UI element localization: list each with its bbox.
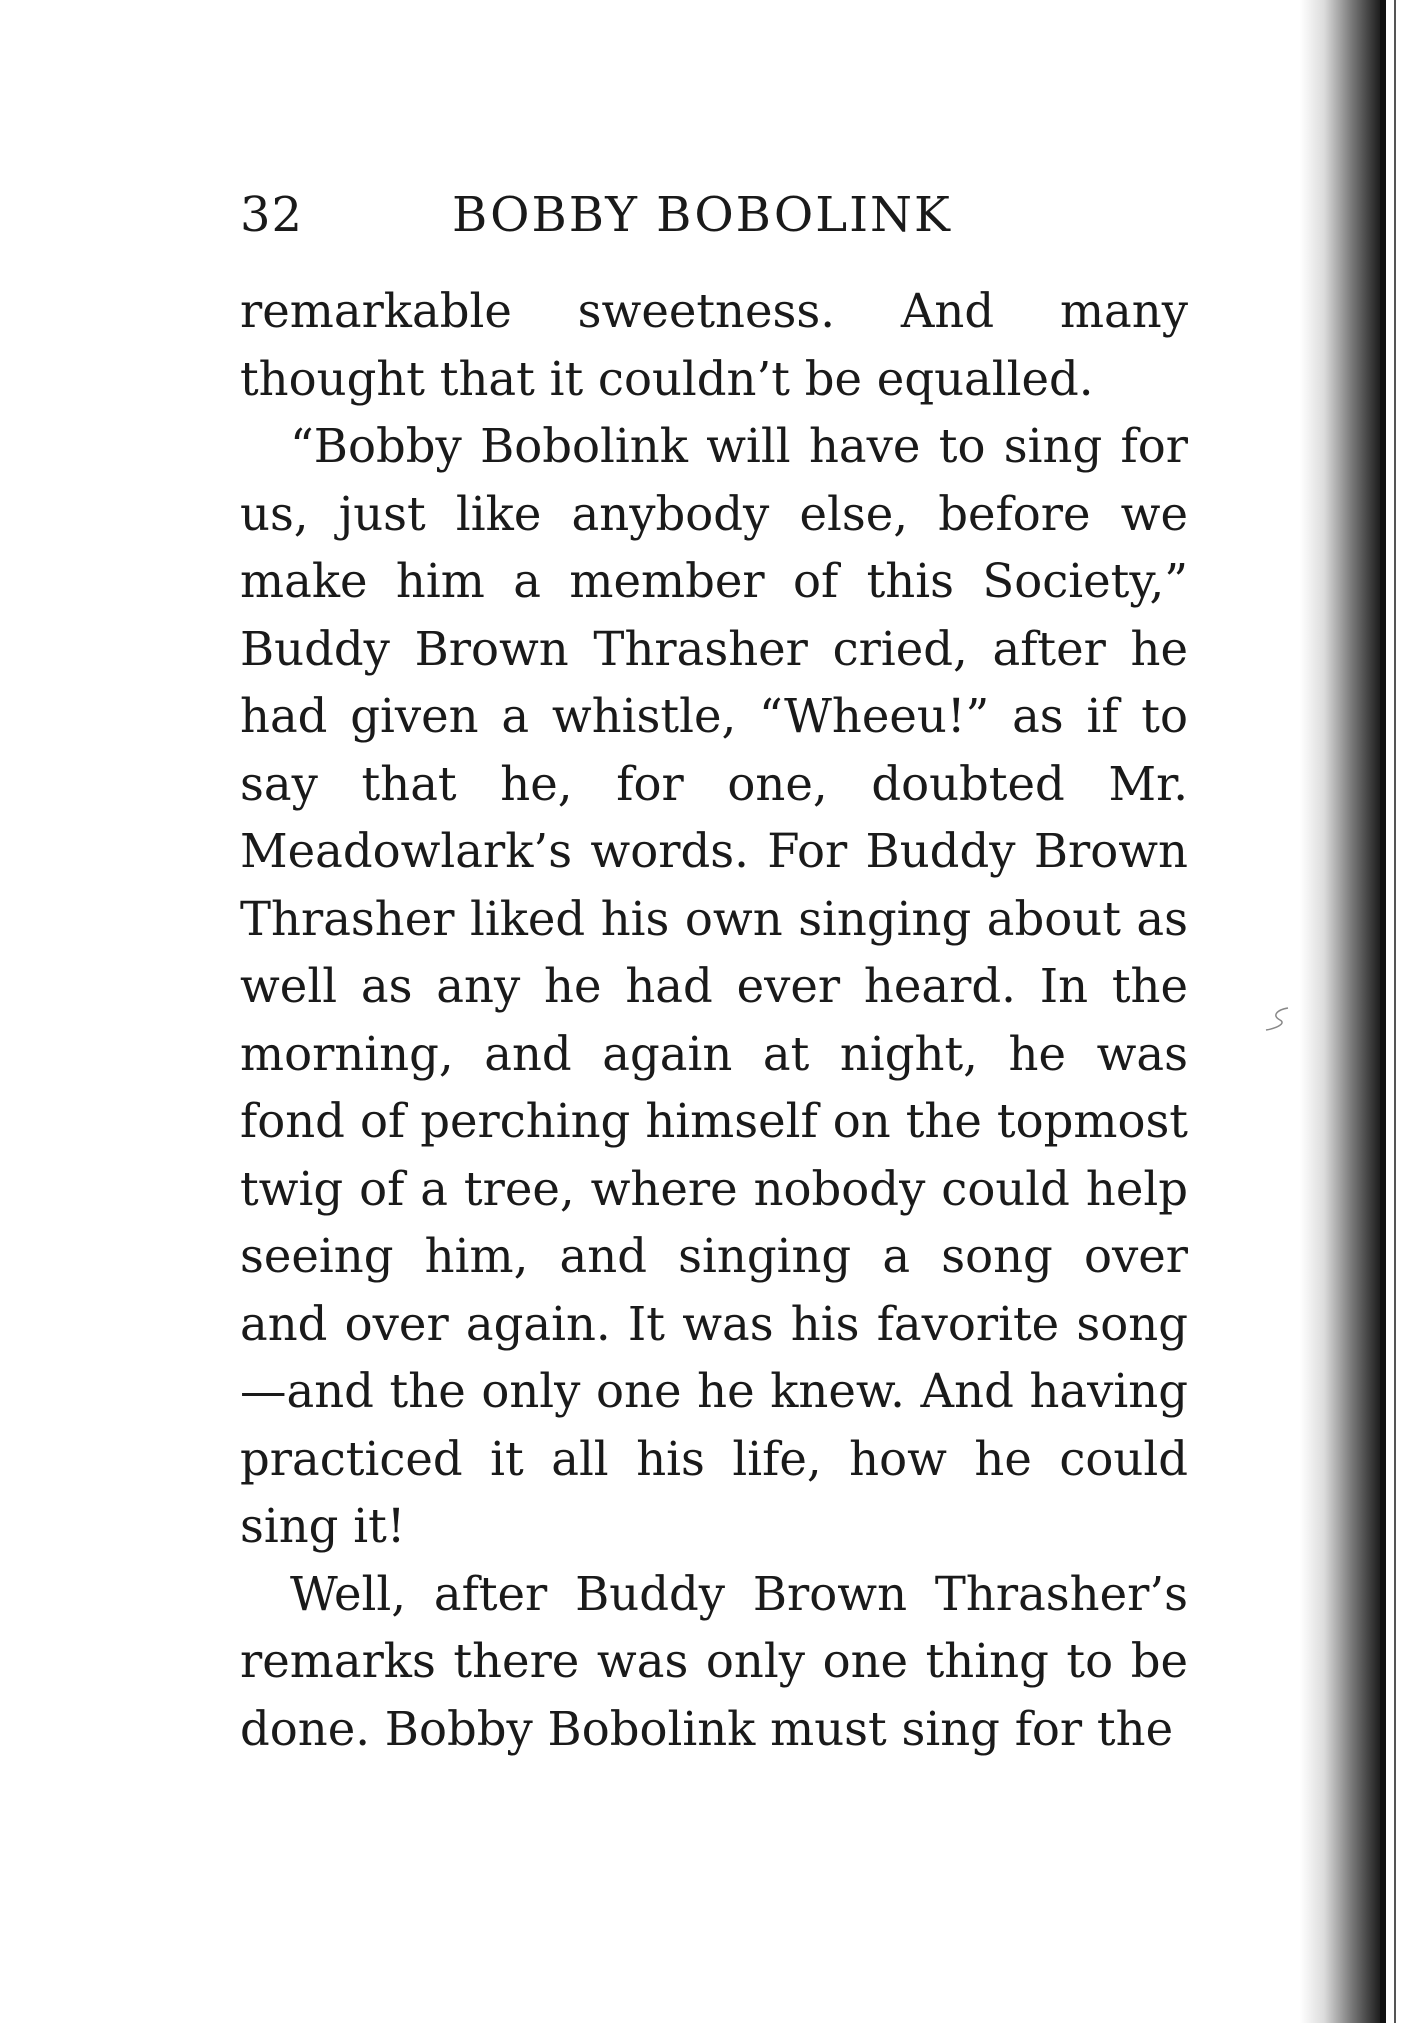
page-number: 32	[240, 187, 304, 243]
running-title: BOBBY BOBOLINK	[452, 187, 952, 243]
paragraph: remarkable sweetness. And many thought that it couldn’t be equalled.	[240, 284, 1188, 406]
page-header	[240, 180, 1000, 250]
pencil-mark-icon	[1258, 1004, 1298, 1034]
margin-rule	[1394, 0, 1396, 2023]
body-text	[240, 278, 1188, 1763]
paragraph: “Bobby Bobolink will have to sing for us, just like anybody else, before we make him a member of this Society,” Buddy Brown Thrasher cried, after he had given a whistle, “Wheeu!” as if to say that he, for one, doubted Mr. Meadowlark’s words. For Buddy Brown Thrasher liked his own singing about as well as any he had ever heard. In the morning, and again at night, he was fond of perching himself on the topmost twig of a tree, where nobody could help seeing him, and singing a song over and over again. It was his favorite song—and the only one he knew. And having practiced it all his life, how he could sing it!	[240, 419, 1188, 1553]
binding-edge	[1380, 0, 1386, 2023]
binding-shadow	[1300, 0, 1380, 2023]
paragraph: Well, after Buddy Brown Thrasher’s remarks there was only one thing to be done. Bobby Bobolink must sing for the	[240, 1566, 1188, 1756]
